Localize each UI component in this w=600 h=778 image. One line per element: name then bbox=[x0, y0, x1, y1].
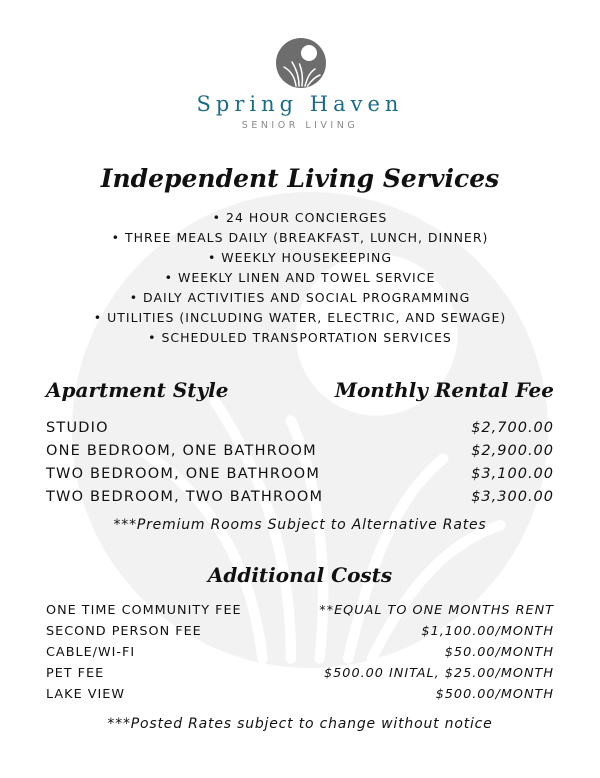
apartment-fee: $3,100.00 bbox=[471, 465, 554, 482]
apartment-fee: $2,700.00 bbox=[471, 419, 554, 436]
cost-value: **EQUAL TO ONE MONTHS RENT bbox=[319, 603, 554, 618]
cost-value: $1,100.00/MONTH bbox=[421, 624, 554, 639]
moon-grass-logo-icon bbox=[276, 38, 326, 88]
service-item: • WEEKLY HOUSEKEEPING bbox=[0, 248, 600, 268]
apartment-style-header: Apartment Style bbox=[46, 378, 229, 402]
services-list bbox=[0, 208, 600, 348]
cost-label: SECOND PERSON FEE bbox=[46, 624, 202, 639]
apartment-style: ONE BEDROOM, ONE BATHROOM bbox=[46, 442, 317, 459]
service-item: • DAILY ACTIVITIES AND SOCIAL PROGRAMMING bbox=[0, 288, 600, 308]
cost-label: PET FEE bbox=[46, 666, 105, 681]
table-row bbox=[46, 684, 554, 705]
table-row bbox=[46, 663, 554, 684]
premium-rooms-note: ***Premium Rooms Subject to Alternative Rates bbox=[113, 517, 487, 533]
apartment-style: STUDIO bbox=[46, 419, 109, 436]
cost-value: $500.00 INITAL, $25.00/MONTH bbox=[324, 666, 554, 681]
table-row bbox=[46, 621, 554, 642]
cost-value: $500.00/MONTH bbox=[435, 687, 554, 702]
apartment-price-table bbox=[46, 416, 554, 508]
brand-name: Spring Haven bbox=[196, 92, 404, 116]
apartment-fee: $2,900.00 bbox=[471, 442, 554, 459]
cost-label: LAKE VIEW bbox=[46, 687, 125, 702]
table-row bbox=[46, 439, 554, 462]
service-item: • 24 HOUR CONCIERGES bbox=[0, 208, 600, 228]
table-row bbox=[46, 485, 554, 508]
table-row bbox=[46, 600, 554, 621]
table-row bbox=[46, 462, 554, 485]
additional-costs-title: Additional Costs bbox=[207, 563, 393, 587]
service-item: • SCHEDULED TRANSPORTATION SERVICES bbox=[0, 328, 600, 348]
service-item: • UTILITIES (INCLUDING WATER, ELECTRIC, AND SEWAGE) bbox=[0, 308, 600, 328]
monthly-fee-header: Monthly Rental Fee bbox=[334, 378, 554, 402]
apartment-style: TWO BEDROOM, ONE BATHROOM bbox=[46, 465, 321, 482]
rates-change-note: ***Posted Rates subject to change without notice bbox=[107, 716, 493, 732]
service-item: • WEEKLY LINEN AND TOWEL SERVICE bbox=[0, 268, 600, 288]
services-title: Independent Living Services bbox=[100, 164, 500, 193]
apartment-style: TWO BEDROOM, TWO BATHROOM bbox=[46, 488, 324, 505]
cost-label: ONE TIME COMMUNITY FEE bbox=[46, 603, 242, 618]
cost-value: $50.00/MONTH bbox=[444, 645, 554, 660]
cost-label: CABLE/WI-FI bbox=[46, 645, 136, 660]
table-row bbox=[46, 416, 554, 439]
service-item: • THREE MEALS DAILY (BREAKFAST, LUNCH, DINNER) bbox=[0, 228, 600, 248]
apartment-fee: $3,300.00 bbox=[471, 488, 554, 505]
brand-subtitle: SENIOR LIVING bbox=[241, 120, 359, 131]
table-row bbox=[46, 642, 554, 663]
additional-costs-table bbox=[46, 600, 554, 705]
